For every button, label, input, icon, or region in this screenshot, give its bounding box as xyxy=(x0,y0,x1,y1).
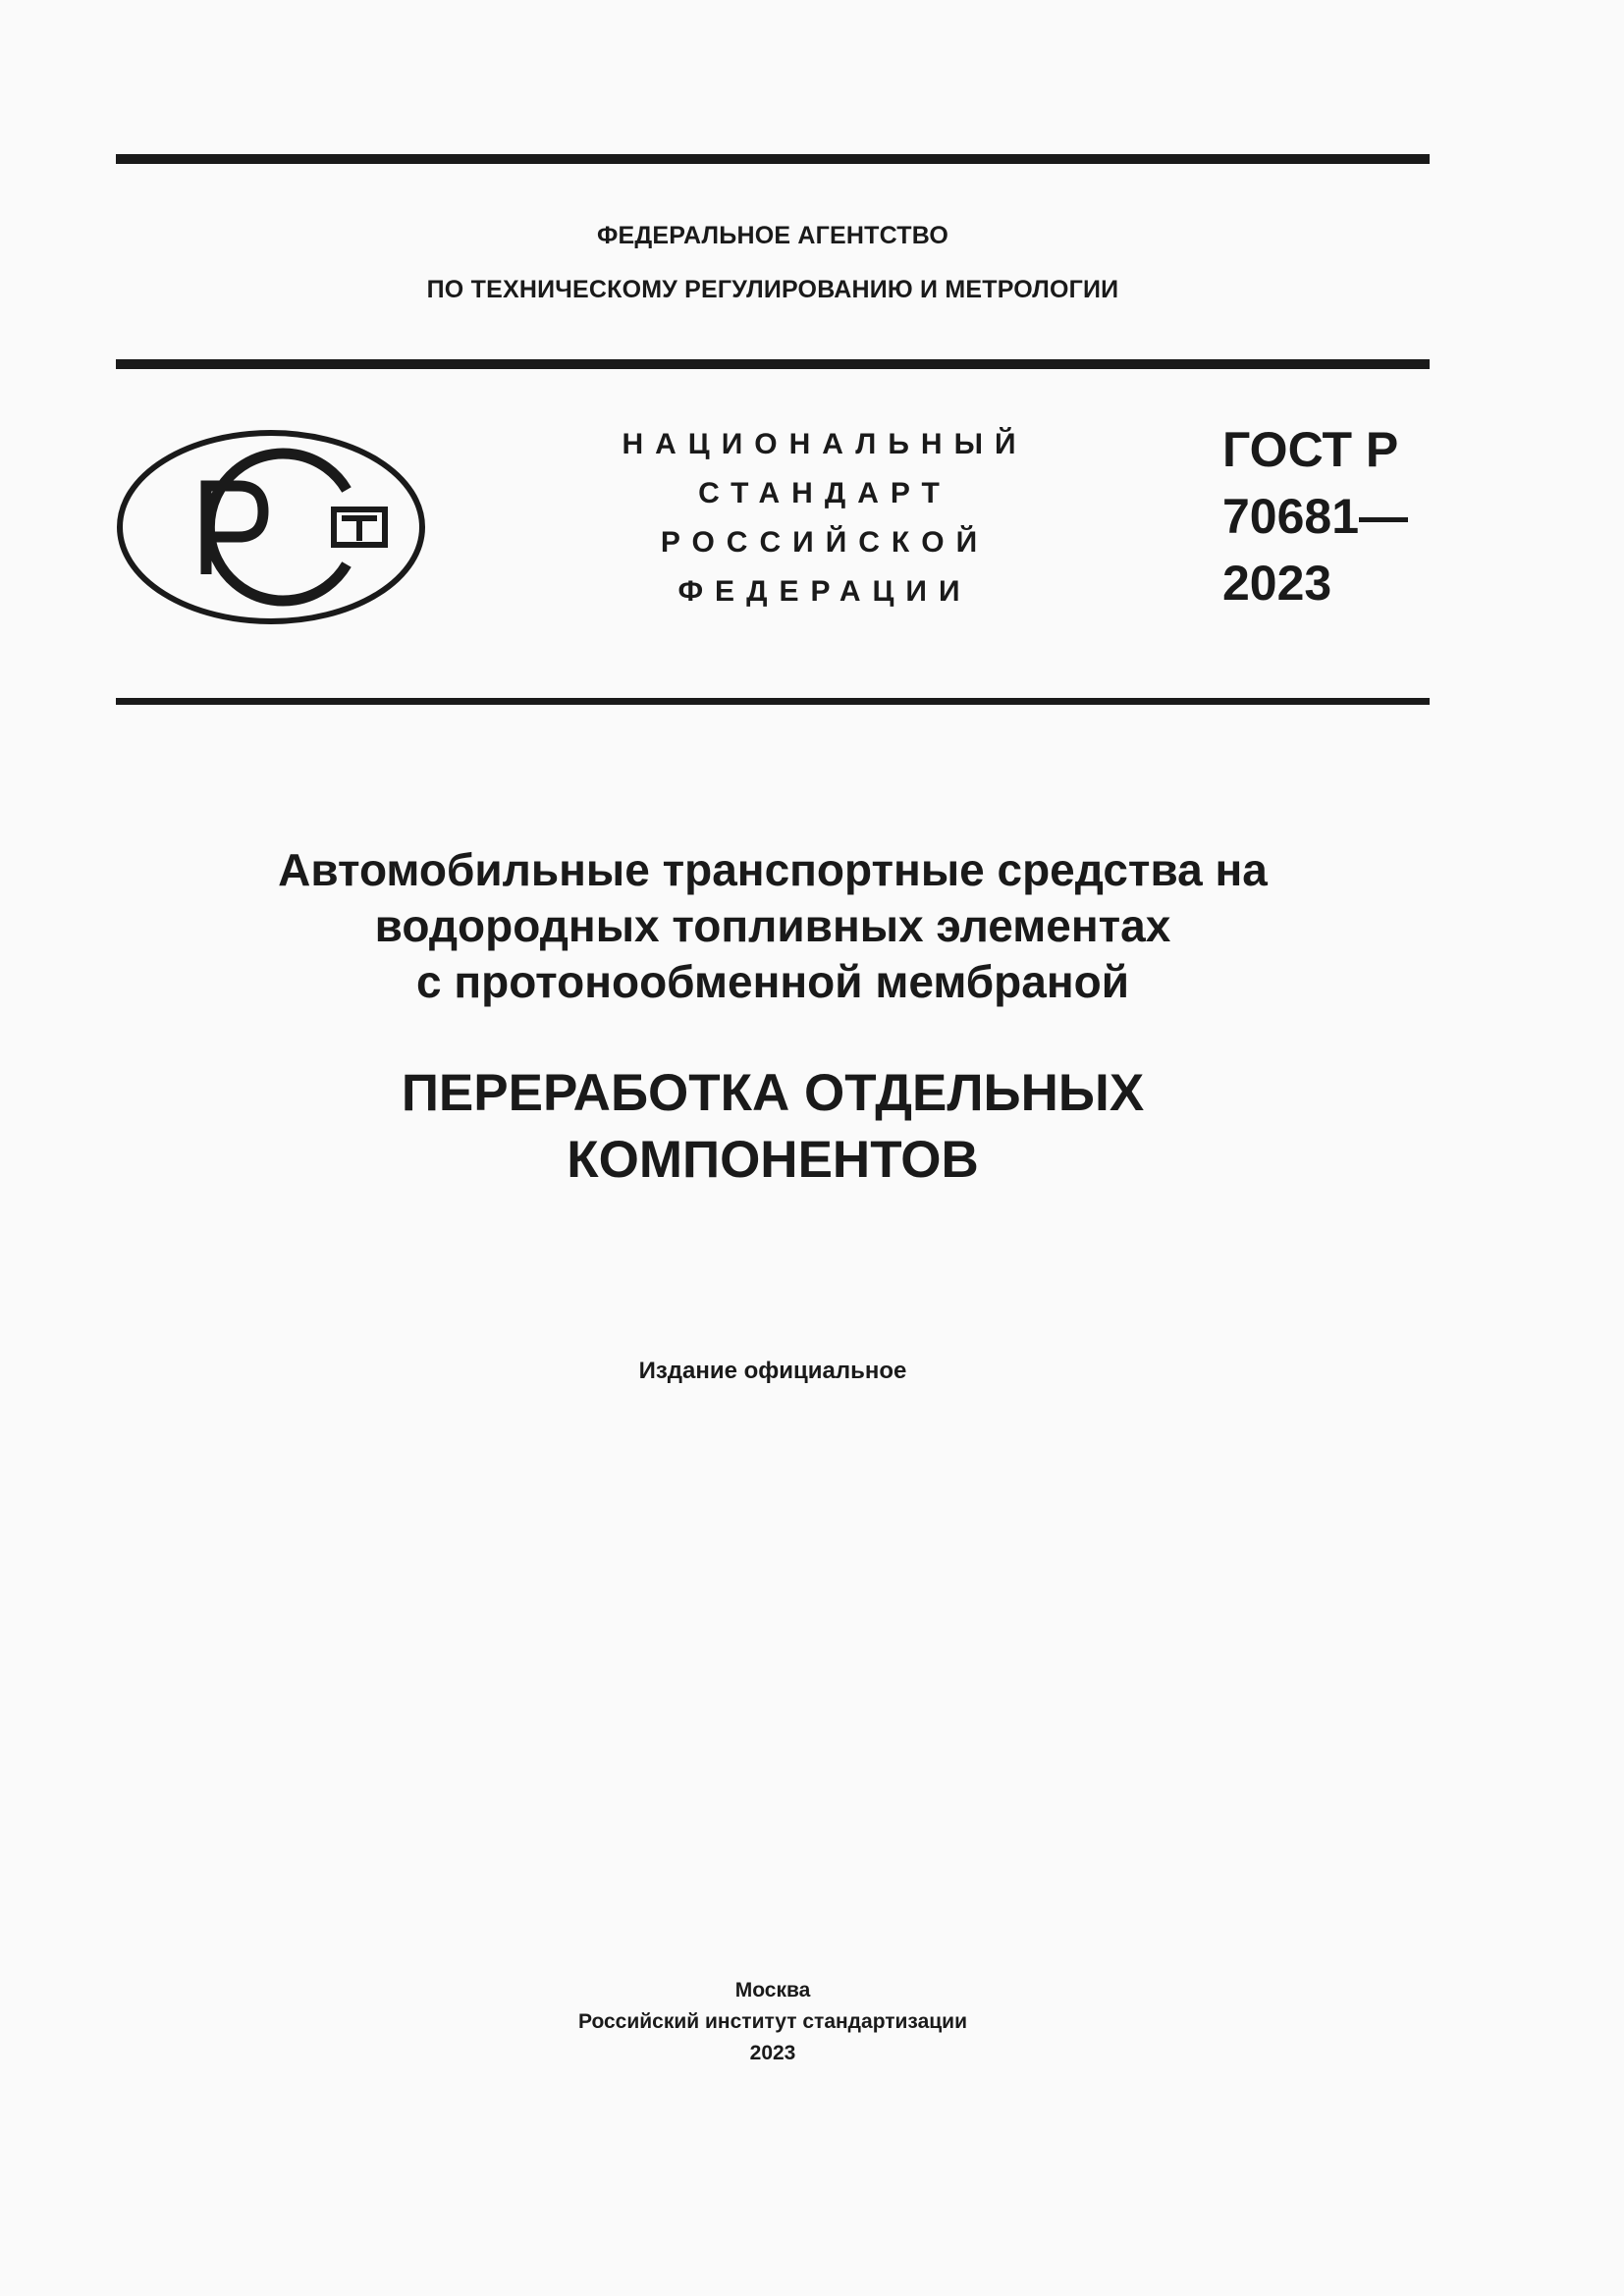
designation-line-1: ГОСТ Р xyxy=(1222,422,1399,477)
rst-certification-mark-icon xyxy=(116,429,426,625)
agency-line-1: ФЕДЕРАЛЬНОЕ АГЕНТСТВО xyxy=(597,222,948,249)
title-line: с протонообменной мембраной xyxy=(415,956,1130,1007)
subtitle-line: ПЕРЕРАБОТКА ОТДЕЛЬНЫХ xyxy=(401,1064,1145,1122)
designation-line-2: 70681— xyxy=(1222,489,1409,544)
imprint-year: 2023 xyxy=(749,2042,796,2064)
edition-note: Издание официальное xyxy=(638,1358,907,1384)
document-title xyxy=(116,842,1430,1010)
subtitle-line: КОМПОНЕНТОВ xyxy=(567,1131,979,1189)
top-rule xyxy=(116,154,1430,164)
standard-type xyxy=(579,420,1070,616)
designation-line-3: 2023 xyxy=(1222,556,1332,611)
imprint-publisher: Российский институт стандартизации xyxy=(577,2010,968,2033)
title-line: Автомобильные транспортные средства на xyxy=(278,844,1268,895)
agency-line-2: ПО ТЕХНИЧЕСКОМУ РЕГУЛИРОВАНИЮ И МЕТРОЛОГИИ xyxy=(426,276,1119,303)
standard-type-line: ФЕДЕРАЦИИ xyxy=(677,575,972,608)
document-subtitle xyxy=(116,1060,1430,1194)
section-rule xyxy=(116,698,1430,705)
standard-designation xyxy=(1222,416,1408,616)
standard-type-line: РОССИЙСКОЙ xyxy=(660,526,990,559)
standard-type-line: СТАНДАРТ xyxy=(698,477,951,509)
imprint-city: Москва xyxy=(734,1979,811,2002)
imprint xyxy=(116,1975,1430,2069)
standard-type-line: НАЦИОНАЛЬНЫЙ xyxy=(622,428,1028,460)
title-line: водородных топливных элементах xyxy=(374,900,1171,951)
header-rule xyxy=(116,359,1430,369)
